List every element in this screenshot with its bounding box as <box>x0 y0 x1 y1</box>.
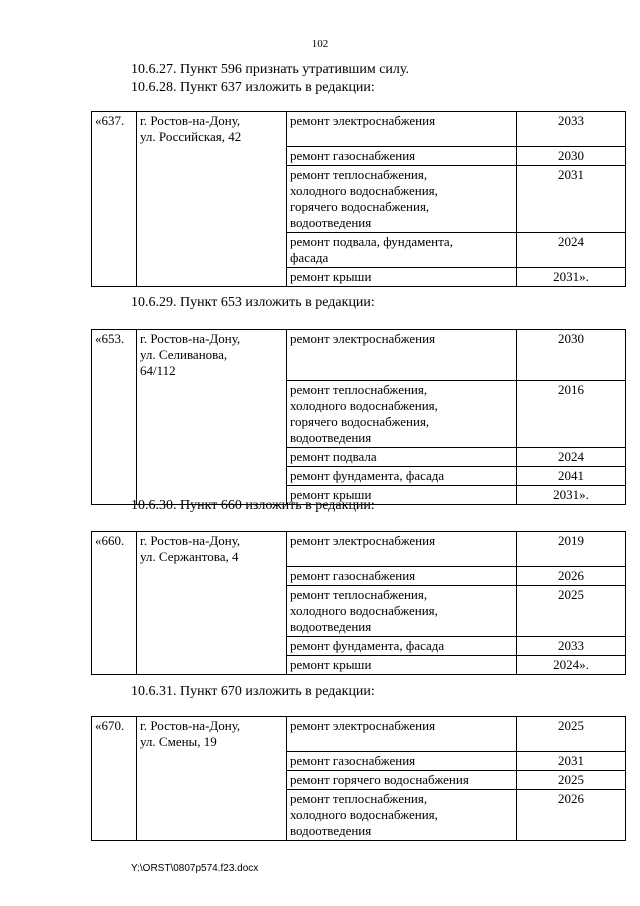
item-table-637 <box>91 111 626 287</box>
item-number-cell <box>92 330 137 381</box>
year: 2024 <box>558 233 584 249</box>
work-type: ремонт подвала, фундамента, фасада <box>290 233 453 265</box>
address: г. Ростов-на-Дону, ул. Сержантова, 4 <box>140 533 241 564</box>
paragraph-10-6-30: 10.6.30. Пункт 660 изложить в редакции: <box>131 498 375 513</box>
work-type-cell <box>287 532 517 567</box>
work-type-cell <box>287 447 517 466</box>
work-type: ремонт газоснабжения <box>290 752 416 768</box>
item-number-cell <box>92 566 137 585</box>
year: 2030 <box>558 147 584 163</box>
year: 2030 <box>558 331 584 346</box>
year-cell <box>517 232 626 267</box>
paragraph-10-6-31: 10.6.31. Пункт 670 изложить в редакции: <box>131 684 375 699</box>
work-type-cell <box>287 789 517 840</box>
year-cell <box>517 146 626 165</box>
address-cell <box>137 655 287 674</box>
item-table-670 <box>91 716 626 841</box>
paragraph-10-6-29: 10.6.29. Пункт 653 изложить в редакции: <box>131 295 375 310</box>
table-row <box>92 770 626 789</box>
year-cell <box>517 447 626 466</box>
year: 2016 <box>558 381 584 397</box>
item-number-cell <box>92 466 137 485</box>
year-cell <box>517 485 626 504</box>
item-number-cell <box>92 532 137 567</box>
work-type-cell <box>287 636 517 655</box>
year: 2031 <box>558 166 584 182</box>
work-type: ремонт электроснабжения <box>290 331 436 346</box>
year-cell <box>517 112 626 147</box>
work-type: ремонт электроснабжения <box>290 533 436 548</box>
table-row <box>92 636 626 655</box>
work-type-cell <box>287 267 517 286</box>
item-number-cell <box>92 146 137 165</box>
year-cell <box>517 330 626 381</box>
year: 2031». <box>553 486 589 502</box>
work-type-cell <box>287 330 517 381</box>
item-number-cell <box>92 380 137 447</box>
address-cell <box>137 112 287 147</box>
address-cell <box>137 636 287 655</box>
paragraph-10-6-28: 10.6.28. Пункт 637 изложить в редакции: <box>131 80 375 95</box>
address-cell <box>137 717 287 752</box>
year-cell <box>517 770 626 789</box>
work-type: ремонт газоснабжения <box>290 567 416 583</box>
address-cell <box>137 789 287 840</box>
address-cell <box>137 232 287 267</box>
item-number: «670. <box>95 718 125 733</box>
work-type-cell <box>287 717 517 752</box>
table-row <box>92 232 626 267</box>
paragraph-10-6-27: 10.6.27. Пункт 596 признать утратившим силу. <box>131 62 409 77</box>
item-number-cell <box>92 112 137 147</box>
work-type-cell <box>287 466 517 485</box>
year: 2026 <box>558 567 584 583</box>
year-cell <box>517 585 626 636</box>
item-number-cell <box>92 789 137 840</box>
work-type-cell <box>287 655 517 674</box>
work-type-cell <box>287 751 517 770</box>
item-number-cell <box>92 770 137 789</box>
item-table-660 <box>91 531 626 675</box>
item-number-cell <box>92 232 137 267</box>
work-type-cell <box>287 380 517 447</box>
table-row <box>92 165 626 232</box>
file-path-footer: Y:\ORST\0807p574.f23.docx <box>131 863 259 874</box>
address: г. Ростов-на-Дону, ул. Селиванова, 64/112 <box>140 331 241 378</box>
address-cell <box>137 585 287 636</box>
item-number-cell <box>92 636 137 655</box>
item-table-653 <box>91 329 626 505</box>
table-row <box>92 447 626 466</box>
year: 2033 <box>558 113 584 128</box>
year-cell <box>517 751 626 770</box>
item-number: «637. <box>95 113 125 128</box>
year-cell <box>517 789 626 840</box>
work-type-cell <box>287 146 517 165</box>
year: 2025 <box>558 771 584 787</box>
table-row <box>92 330 626 381</box>
table-row <box>92 717 626 752</box>
address-cell <box>137 267 287 286</box>
work-type-cell <box>287 566 517 585</box>
address-cell <box>137 380 287 447</box>
year: 2031 <box>558 752 584 768</box>
item-number: «653. <box>95 331 125 346</box>
item-number-cell <box>92 655 137 674</box>
work-type: ремонт газоснабжения <box>290 147 416 163</box>
table-row <box>92 466 626 485</box>
year: 2024 <box>558 448 584 464</box>
work-type: ремонт теплоснабжения, холодного водоснабжения, горячего водоснабжения, водоотведения <box>290 166 438 230</box>
work-type: ремонт фундамента, фасада <box>290 467 445 483</box>
work-type-cell <box>287 232 517 267</box>
item-number-cell <box>92 165 137 232</box>
table-row <box>92 267 626 286</box>
item-number-cell <box>92 585 137 636</box>
table-row <box>92 789 626 840</box>
year-cell <box>517 717 626 752</box>
item-number-cell <box>92 751 137 770</box>
item-number-cell <box>92 267 137 286</box>
work-type: ремонт крыши <box>290 486 372 502</box>
item-number-cell <box>92 485 137 504</box>
year: 2031». <box>553 268 589 284</box>
year: 2019 <box>558 533 584 548</box>
address: г. Ростов-на-Дону, ул. Российская, 42 <box>140 113 242 144</box>
address-cell <box>137 751 287 770</box>
work-type: ремонт горячего водоснабжения <box>290 771 469 787</box>
table-row <box>92 146 626 165</box>
year: 2033 <box>558 637 584 653</box>
address-cell <box>137 770 287 789</box>
address-cell <box>137 165 287 232</box>
work-type: ремонт электроснабжения <box>290 113 436 128</box>
year: 2025 <box>558 586 584 602</box>
work-type-cell <box>287 770 517 789</box>
work-type: ремонт теплоснабжения, холодного водоснабжения, водоотведения <box>290 586 438 634</box>
address-cell <box>137 447 287 466</box>
year-cell <box>517 267 626 286</box>
table-row <box>92 751 626 770</box>
work-type: ремонт фундамента, фасада <box>290 637 445 653</box>
work-type-cell <box>287 165 517 232</box>
address-cell <box>137 330 287 381</box>
year-cell <box>517 532 626 567</box>
table-row <box>92 566 626 585</box>
table-row <box>92 585 626 636</box>
year-cell <box>517 380 626 447</box>
year: 2025 <box>558 718 584 733</box>
address-cell <box>137 566 287 585</box>
item-number-cell <box>92 717 137 752</box>
year-cell <box>517 466 626 485</box>
year-cell <box>517 655 626 674</box>
item-number: «660. <box>95 533 125 548</box>
work-type: ремонт электроснабжения <box>290 718 436 733</box>
year: 2041 <box>558 467 584 483</box>
item-number-cell <box>92 447 137 466</box>
year-cell <box>517 636 626 655</box>
address-cell <box>137 532 287 567</box>
table-row <box>92 532 626 567</box>
table-row <box>92 380 626 447</box>
address-cell <box>137 466 287 485</box>
work-type: ремонт крыши <box>290 268 372 284</box>
work-type-cell <box>287 585 517 636</box>
work-type: ремонт подвала <box>290 448 377 464</box>
work-type: ремонт теплоснабжения, холодного водоснабжения, водоотведения <box>290 790 438 838</box>
year: 2024». <box>553 656 589 672</box>
work-type: ремонт теплоснабжения, холодного водоснабжения, горячего водоснабжения, водоотведения <box>290 381 438 445</box>
address: г. Ростов-на-Дону, ул. Смены, 19 <box>140 718 241 749</box>
table-row <box>92 655 626 674</box>
work-type-cell <box>287 112 517 147</box>
year: 2026 <box>558 790 584 806</box>
address-cell <box>137 146 287 165</box>
table-row <box>92 112 626 147</box>
year-cell <box>517 566 626 585</box>
year-cell <box>517 165 626 232</box>
page-number: 102 <box>311 38 329 50</box>
work-type: ремонт крыши <box>290 656 372 672</box>
